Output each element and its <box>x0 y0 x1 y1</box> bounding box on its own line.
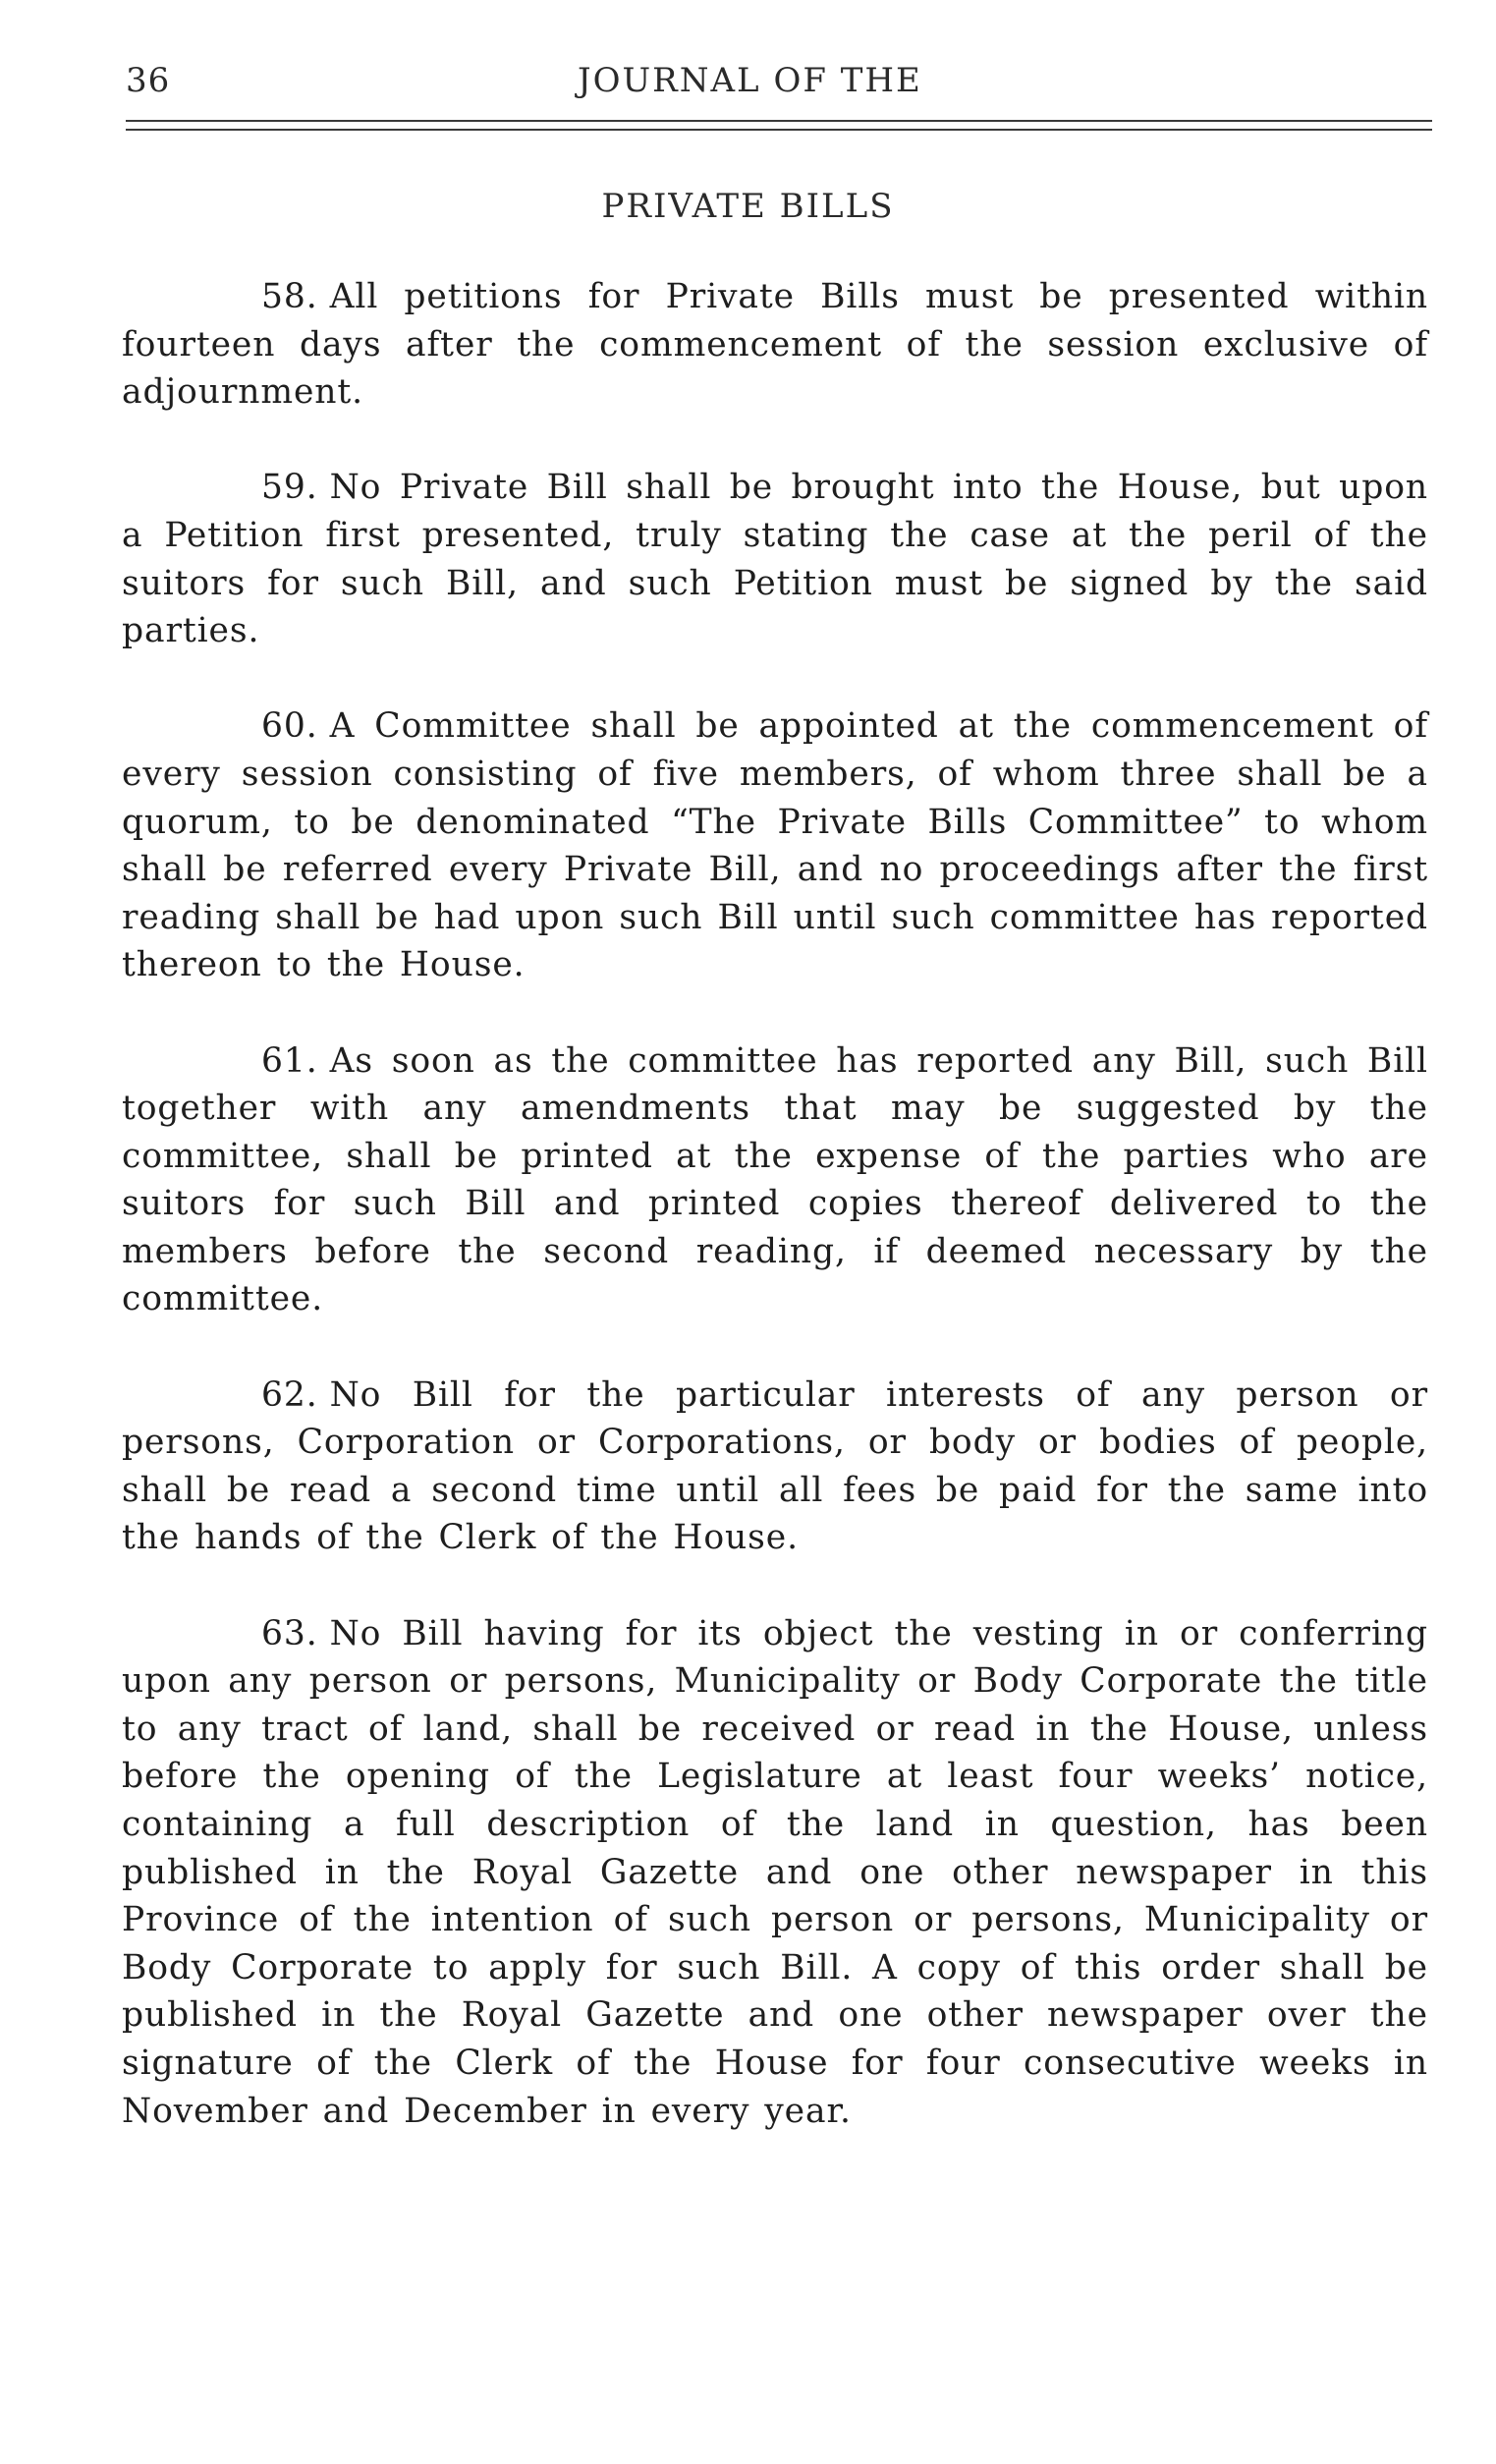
rule-text: All petitions for Private Bills must be presented within fourteen days after the commencement of the session exclusive of adjournment. <box>122 277 1428 413</box>
rule-text: No Bill for the particular interests of any person or persons, Corporation or Corporations, or body or bodies of people, shall be read a second time until all fees be paid for the same into the hands of the Clerk of the House. <box>122 1374 1428 1558</box>
rule-text: A Committee shall be appointed at the commencement of every session consisting of five members, of whom three shall be a quorum, to be denominated “The Private Bills Committee” to whom shall be referred every Private Bill, and no proceedings after the first reading shall be had upon such Bill until such committee has reported thereon to the House. <box>122 706 1428 985</box>
rule-63 <box>122 1610 1428 2136</box>
section-heading: PRIVATE BILLS <box>601 187 895 226</box>
header-rule-top <box>126 120 1432 122</box>
running-head <box>126 61 1432 110</box>
rule-number: 63. <box>261 1613 318 1653</box>
rule-61 <box>122 1037 1428 1324</box>
rule-60 <box>122 702 1428 989</box>
page-number: 36 <box>126 61 171 100</box>
rule-number: 58. <box>261 277 318 316</box>
rule-text: No Bill having for its object the vesting in or conferring upon any person or persons, Municipality or Body Corporate the title to any tract of land, shall be received or read in the House, unless before the opening of the Legislature at least four weeks’ notice, containing a full description of the land in question, has been published in the Royal Gazette and one other newspaper in this Province of the intention of such person or persons, Municipality or Body Corporate to apply for such Bill. A copy of this order shall be published in the Royal Gazette and one other newspaper over the signature of the Clerk of the House for four consecutive weeks in November and December in every year. <box>122 1613 1428 2131</box>
rule-text: As soon as the committee has reported any Bill, such Bill together with any amendments that may be suggested by the committee, shall be printed at the expense of the parties who are suitors for such Bill and printed copies thereof delivered to the members before the second reading, if deemed necessary by the committee. <box>122 1040 1428 1319</box>
rules-body <box>122 273 1428 2183</box>
rule-number: 60. <box>261 706 318 747</box>
rule-59 <box>122 464 1428 654</box>
rule-text: No Private Bill shall be brought into the House, but upon a Petition first presented, truly stating the case at the peril of the suitors for such Bill, and such Petition must be signed by the said parties. <box>122 468 1428 651</box>
rule-number: 62. <box>261 1374 318 1415</box>
header-rule-bottom <box>126 129 1432 131</box>
rule-58 <box>122 273 1428 417</box>
rule-number: 59. <box>261 468 318 508</box>
rule-number: 61. <box>261 1040 318 1081</box>
journal-title: JOURNAL OF THE <box>578 61 922 100</box>
rule-62 <box>122 1372 1428 1562</box>
